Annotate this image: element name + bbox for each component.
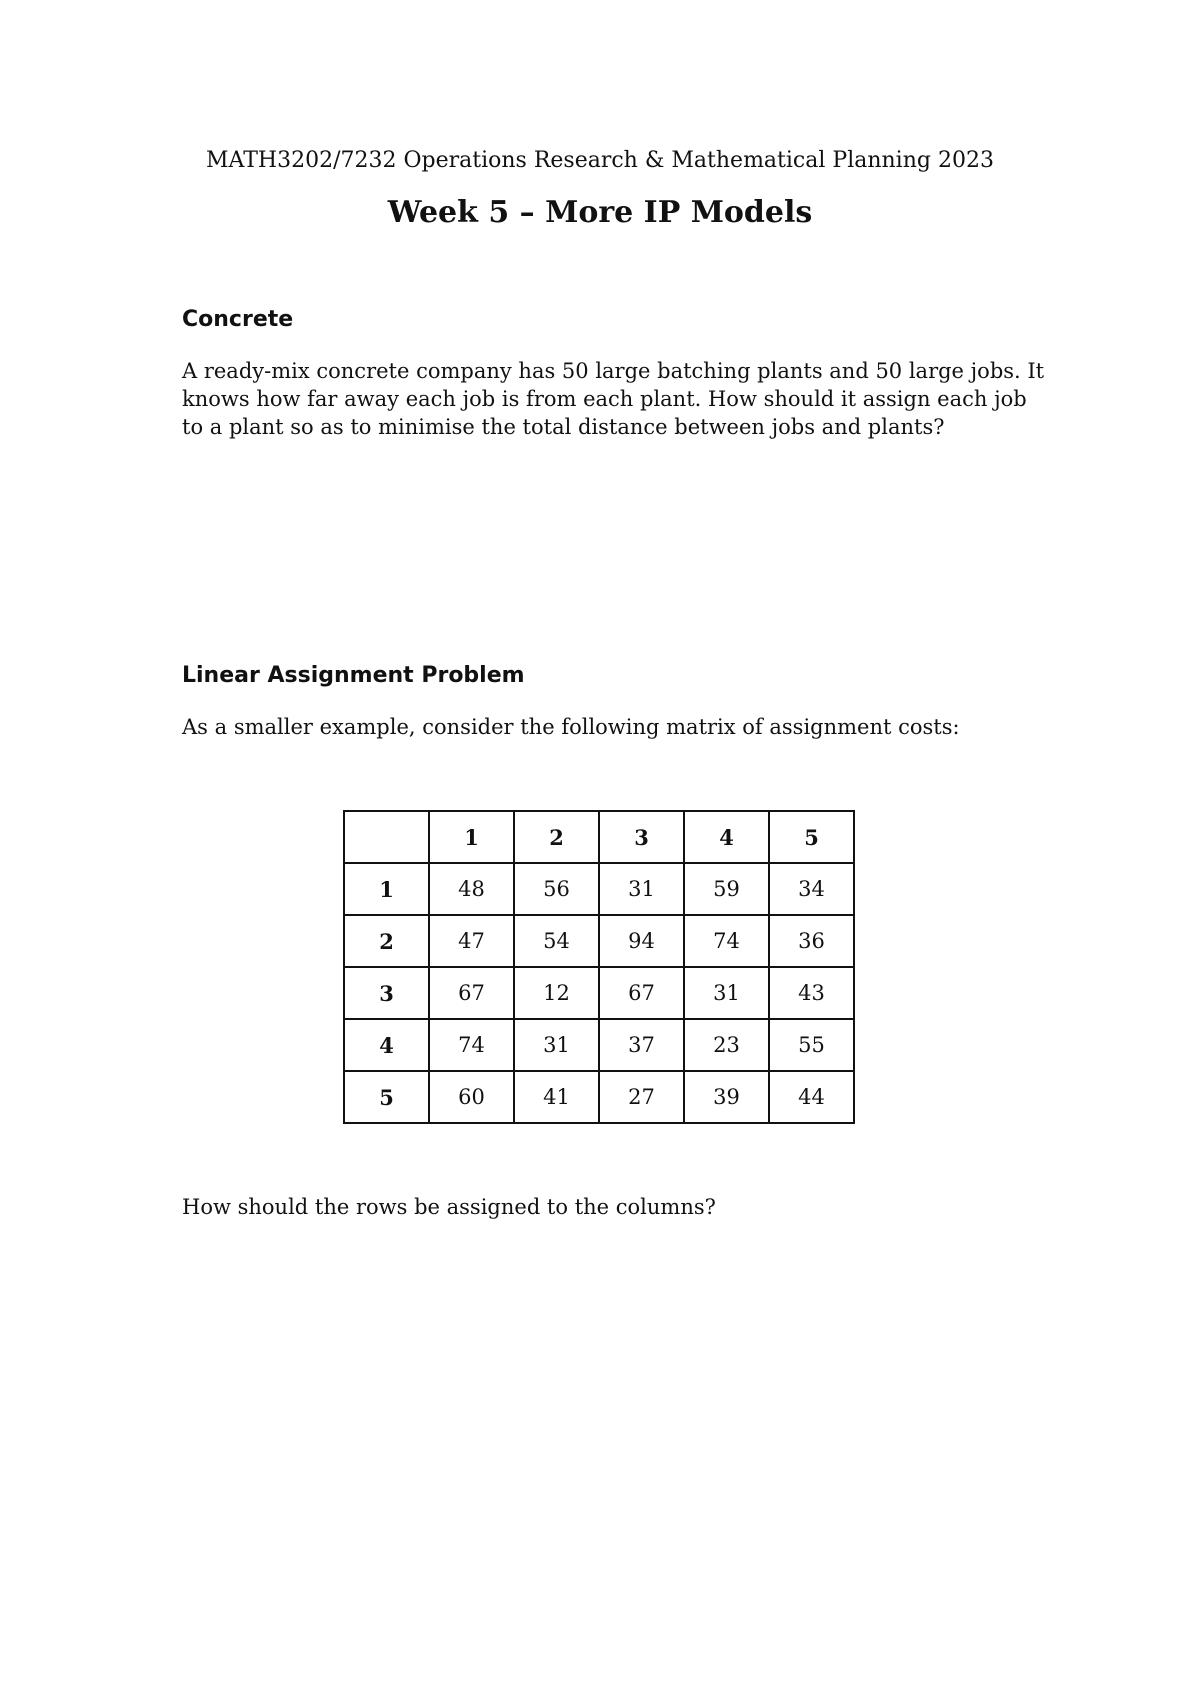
concrete-paragraph-line: to a plant so as to minimise the total distance between jobs and plants?: [182, 415, 945, 439]
cost-cell: 67: [429, 967, 514, 1019]
row-header: 4: [344, 1019, 429, 1071]
cost-cell: 74: [684, 915, 769, 967]
page-title: Week 5 – More IP Models: [387, 195, 813, 230]
concrete-paragraph-line: A ready-mix concrete company has 50 large batching plants and 50 large jobs. It: [182, 359, 1045, 383]
section-heading-linear-assignment: Linear Assignment Problem: [182, 663, 525, 688]
table-row: [344, 1071, 854, 1123]
row-header: 2: [344, 915, 429, 967]
row-header: 5: [344, 1071, 429, 1123]
cost-cell: 41: [514, 1071, 599, 1123]
cost-cell: 48: [429, 863, 514, 915]
lap-question-text: How should the rows be assigned to the columns?: [182, 1195, 716, 1219]
table-row: [344, 967, 854, 1019]
table-row: [344, 1019, 854, 1071]
cost-cell: 56: [514, 863, 599, 915]
cost-cell: 43: [769, 967, 854, 1019]
cost-cell: 27: [599, 1071, 684, 1123]
cost-cell: 67: [599, 967, 684, 1019]
cost-cell: 12: [514, 967, 599, 1019]
cost-cell: 59: [684, 863, 769, 915]
table-header-row: [344, 811, 854, 863]
table-corner-cell: [344, 811, 429, 863]
cost-cell: 54: [514, 915, 599, 967]
cost-cell: 55: [769, 1019, 854, 1071]
cost-cell: 44: [769, 1071, 854, 1123]
assignment-cost-table: [343, 810, 855, 1124]
cost-cell: 74: [429, 1019, 514, 1071]
cost-cell: 37: [599, 1019, 684, 1071]
column-header: 4: [684, 811, 769, 863]
table-row: [344, 863, 854, 915]
cost-cell: 60: [429, 1071, 514, 1123]
row-header: 1: [344, 863, 429, 915]
column-header: 3: [599, 811, 684, 863]
cost-cell: 94: [599, 915, 684, 967]
cost-cell: 47: [429, 915, 514, 967]
cost-cell: 39: [684, 1071, 769, 1123]
cost-cell: 31: [684, 967, 769, 1019]
cost-cell: 36: [769, 915, 854, 967]
course-title-line: MATH3202/7232 Operations Research & Mathematical Planning 2023: [206, 148, 994, 173]
row-header: 3: [344, 967, 429, 1019]
table-row: [344, 915, 854, 967]
column-header: 1: [429, 811, 514, 863]
cost-cell: 34: [769, 863, 854, 915]
cost-cell: 31: [514, 1019, 599, 1071]
lap-intro-text: As a smaller example, consider the following matrix of assignment costs:: [182, 715, 960, 739]
cost-cell: 23: [684, 1019, 769, 1071]
section-heading-concrete: Concrete: [182, 307, 294, 332]
column-header: 5: [769, 811, 854, 863]
concrete-paragraph-line: knows how far away each job is from each plant. How should it assign each job: [182, 387, 1027, 411]
cost-cell: 31: [599, 863, 684, 915]
column-header: 2: [514, 811, 599, 863]
